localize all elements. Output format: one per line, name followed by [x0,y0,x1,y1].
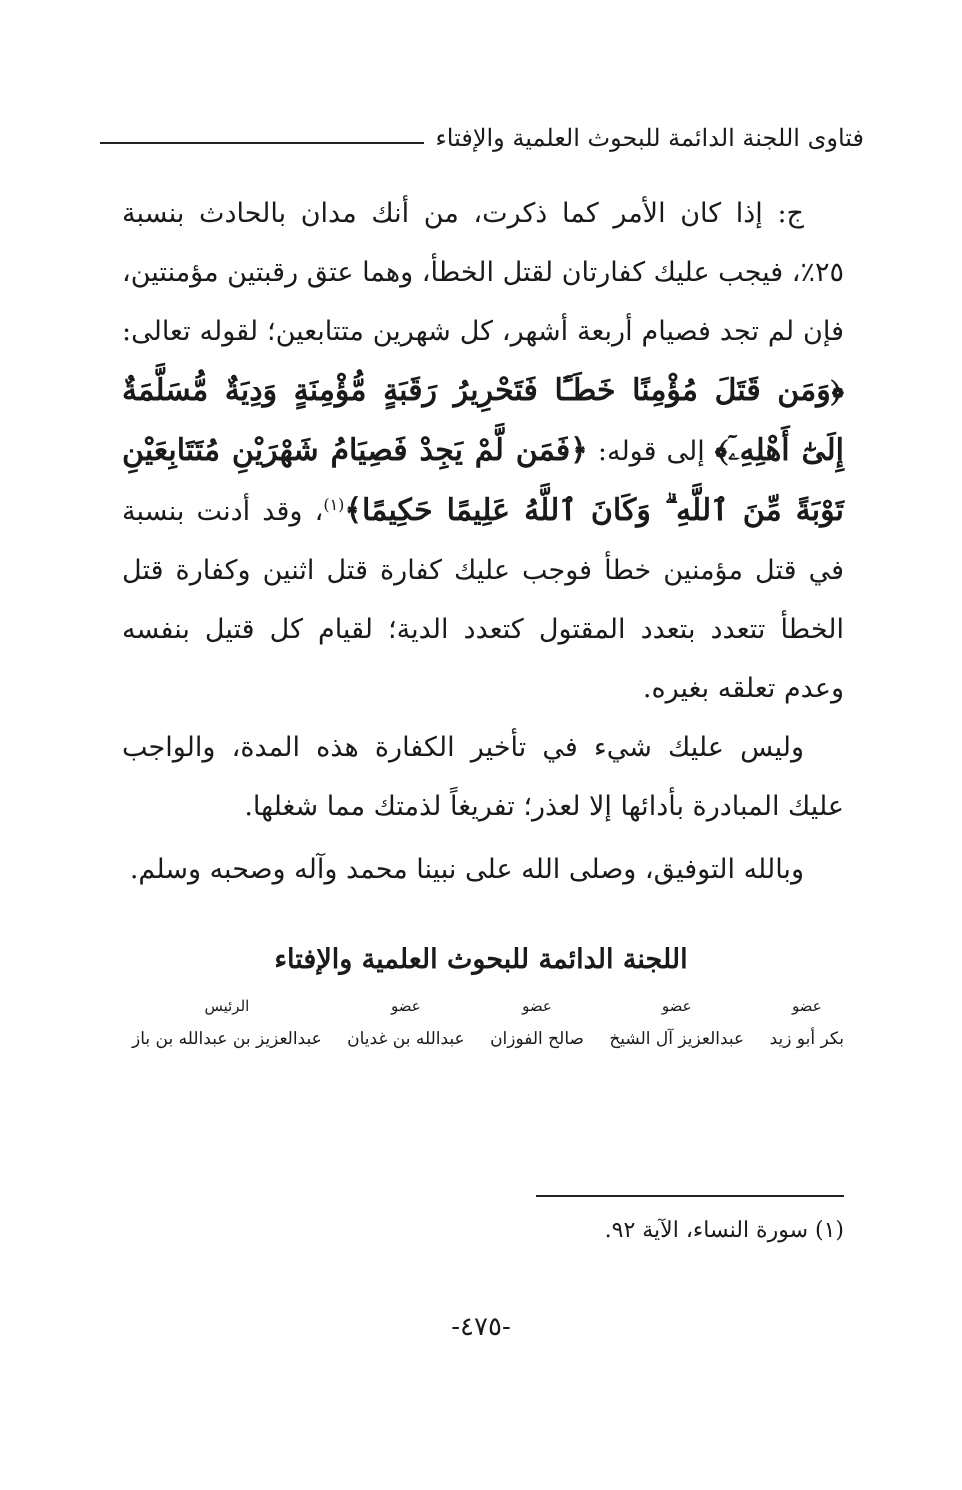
member-name: صالح الفوزان [490,1029,584,1049]
verse-comma: ، [314,496,324,527]
member-role: عضو [522,997,552,1015]
verse-connector: إلى قوله: [597,436,705,467]
running-header [100,118,864,158]
member-role: الرئيس [204,997,250,1015]
closing-line: وبالله التوفيق، وصلى الله على نبينا محمد وآله وصحبه وسلم. [129,854,804,885]
footnote-ref: (١) [323,495,345,514]
member-name: بكر أبو زيد [769,1029,844,1049]
fatwa-answer [122,184,844,899]
member-role: عضو [791,997,822,1015]
member-name: عبدالعزيز بن عبدالله بن باز [132,1029,322,1049]
footnote: (١) سورة النساء، الآية ٩٢. [604,1218,844,1243]
committee-title: اللجنة الدائمة للبحوث العلمية والإفتاء [274,944,688,975]
quran-verse-1: ﴿وَمَن قَتَلَ مُؤْمِنًا خَطَـًٔا فَتَحْرِيرُ رَقَبَةٍ مُّؤْمِنَةٍ وَدِيَةٌ مُّسَلَّمَةٌ إِلَىٰٓ أَهْلِهِۦٓ﴾ [122,373,844,468]
committee-member [347,992,465,1058]
footnote-rule [536,1195,844,1197]
answer-intro: ج: إذا كان الأمر كما ذكرت، من أنك مدان بالحادث بنسبة ٢٥٪، فيجب عليك كفارتان لقتل الخطأ، وهما عتق رقبتين مؤمنتين، فإن لم تجد فصيام أربعة أشهر، كل شهرين متتابعين؛ لقوله تعالى: [122,198,844,347]
committee-members [132,992,844,1058]
member-role: عضو [661,997,692,1015]
quran-verse-2: ﴿فَمَن لَّمْ يَجِدْ فَصِيَامُ شَهْرَيْنِ مُتَتَابِعَيْنِ تَوْبَةً مِّنَ ٱللَّهِ ۗ وَكَانَ ٱللَّهُ عَلِيمًا حَكِيمًا﴾ [122,433,844,528]
committee-member [770,992,844,1058]
committee-member [490,992,584,1058]
member-role: عضو [391,997,421,1015]
member-name: عبدالله بن غديان [347,1029,465,1049]
answer-continuation: وقد أدنت بنسبة في قتل مؤمنين خطأ فوجب عليك كفارة قتل اثنين وكفارة قتل الخطأ تتعدد بتعدد المقتول كتعدد الدية؛ لقيام كل قتيل بنفسه وعدم تعلقه بغيره. [122,496,844,704]
header-rule [100,142,424,144]
answer-paragraph-1 [122,184,844,718]
member-name: عبدالعزيز آل الشيخ [609,1029,745,1049]
page-number: -٤٧٥- [451,1312,511,1342]
committee-chairman [132,992,322,1058]
header-title: فتاوى اللجنة الدائمة للبحوث العلمية والإفتاء [435,124,864,152]
answer-paragraph-2: وليس عليك شيء في تأخير الكفارة هذه المدة، والواجب عليك المبادرة بأدائها إلا لعذر؛ تفريغاً لذمتك مما شغلها. [122,732,844,822]
committee-member [609,992,744,1058]
